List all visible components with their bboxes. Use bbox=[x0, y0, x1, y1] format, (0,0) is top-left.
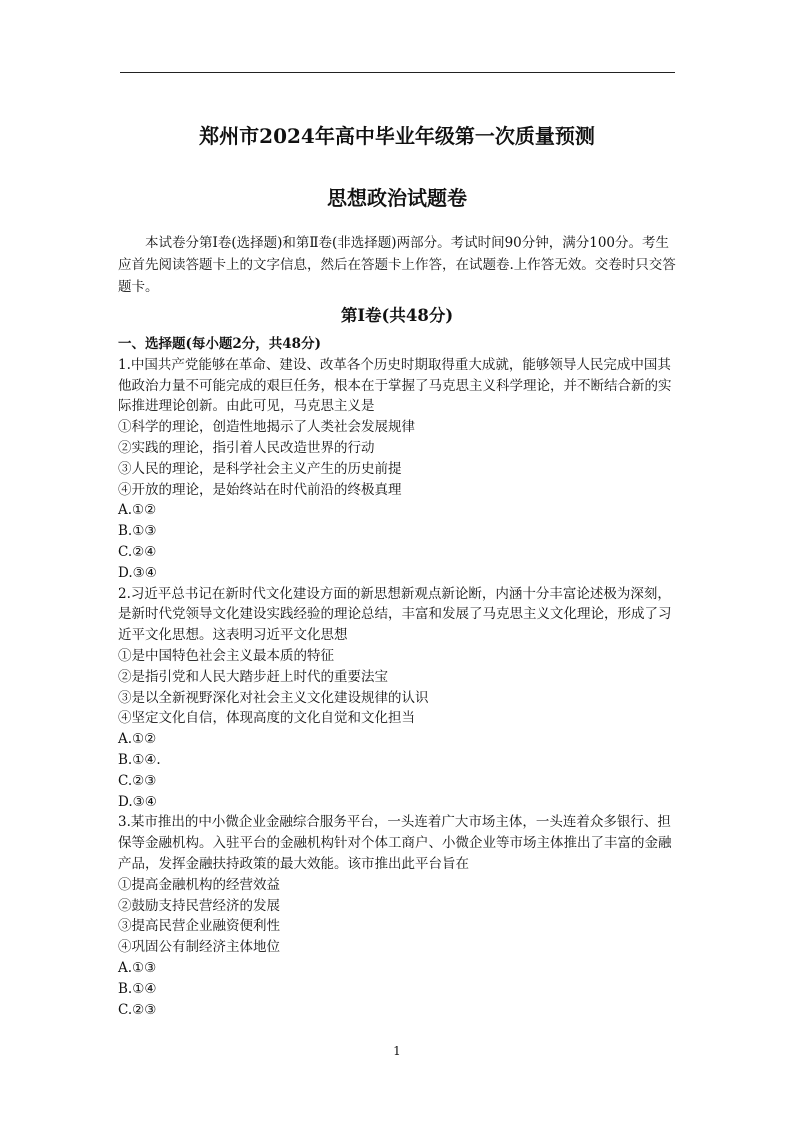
answer-option: B.①④. bbox=[118, 751, 161, 768]
exam-title: 郑州市2024年高中毕业年级第一次质量预测 bbox=[199, 124, 595, 148]
statement-item: ③人民的理论，是科学社会主义产生的历史前提 bbox=[118, 460, 402, 477]
answer-option: B.①③ bbox=[118, 523, 157, 540]
answer-option: C.②③ bbox=[118, 772, 157, 789]
answer-option: A.①③ bbox=[118, 959, 157, 976]
page-number: 1 bbox=[393, 1044, 401, 1058]
section-heading: 一、选择题(每小题2分，共48分) bbox=[118, 336, 321, 352]
statement-item: ②是指引党和人民大踏步赶上时代的重要法宝 bbox=[118, 668, 388, 685]
question-stem: 1.中国共产党能够在革命、建设、改革各个历史时期取得重大成就，能够领导人民完成中国其他政治力量不可能完成的艰巨任务，根本在于掌握了马克思主义科学理论，并不断结合新的实际推进理论创新。由此可见，马克思主义是 bbox=[118, 356, 672, 415]
statement-item: ④坚定文化自信，体现高度的文化自觉和文化担当 bbox=[118, 710, 415, 727]
question-stem: 2.习近平总书记在新时代文化建设方面的新思想新观点新论断，内涵十分丰富论述极为深刻，是新时代党领导文化建设实践经验的理论总结，丰富和发展了马克思主义文化理论，形成了习近平文化思想。这表明习近平文化思想 bbox=[118, 585, 672, 644]
statement-item: ①科学的理论，创造性地揭示了人类社会发展规律 bbox=[118, 419, 415, 436]
exam-instructions: 本试卷分第Ⅰ卷(选择题)和第Ⅱ卷(非选择题)两部分。考试时间90分钟，满分100分。考生应首先阅读答题卡上的文字信息，然后在答题卡上作答，在试题卷.上作答无效。交卷时只交答题卡。 bbox=[118, 235, 676, 295]
answer-option: D.③④ bbox=[118, 793, 157, 810]
question-1 bbox=[118, 355, 680, 584]
answer-option: C.②③ bbox=[118, 1001, 157, 1018]
statement-item: ②鼓励支持民营经济的发展 bbox=[118, 897, 280, 914]
statement-item: ②实践的理论，指引着人民改造世界的行动 bbox=[118, 439, 375, 456]
statement-item: ①提高金融机构的经营效益 bbox=[118, 876, 280, 893]
answer-option: A.①② bbox=[118, 731, 157, 748]
answer-option: B.①④ bbox=[118, 980, 157, 997]
question-list bbox=[118, 334, 680, 1020]
answer-option: D.③④ bbox=[118, 564, 157, 581]
answer-option: A.①② bbox=[118, 502, 157, 519]
question-stem: 3.某市推出的中小微企业金融综合服务平台，一头连着广大市场主体，一头连着众多银行、担保等金融机构。入驻平台的金融机构针对个体工商户、小微企业等市场主体推出了丰富的金融产品，发挥金融扶持政策的最大效能。该市推出此平台旨在 bbox=[118, 814, 672, 872]
question-2 bbox=[118, 584, 680, 813]
header-rule bbox=[120, 72, 675, 73]
answer-option: C.②④ bbox=[118, 543, 157, 560]
statement-item: ④开放的理论，是始终站在时代前沿的终极真理 bbox=[118, 481, 402, 498]
statement-item: ③提高民营企业融资便利性 bbox=[118, 918, 280, 935]
part-title: 第Ⅰ卷(共48分) bbox=[340, 306, 454, 325]
statement-item: ①是中国特色社会主义最本质的特征 bbox=[118, 647, 334, 664]
question-3 bbox=[118, 812, 680, 1020]
exam-subtitle: 思想政治试题卷 bbox=[327, 186, 467, 210]
statement-item: ④巩固公有制经济主体地位 bbox=[118, 939, 280, 956]
statement-item: ③是以全新视野深化对社会主义文化建设规律的认识 bbox=[118, 689, 429, 706]
